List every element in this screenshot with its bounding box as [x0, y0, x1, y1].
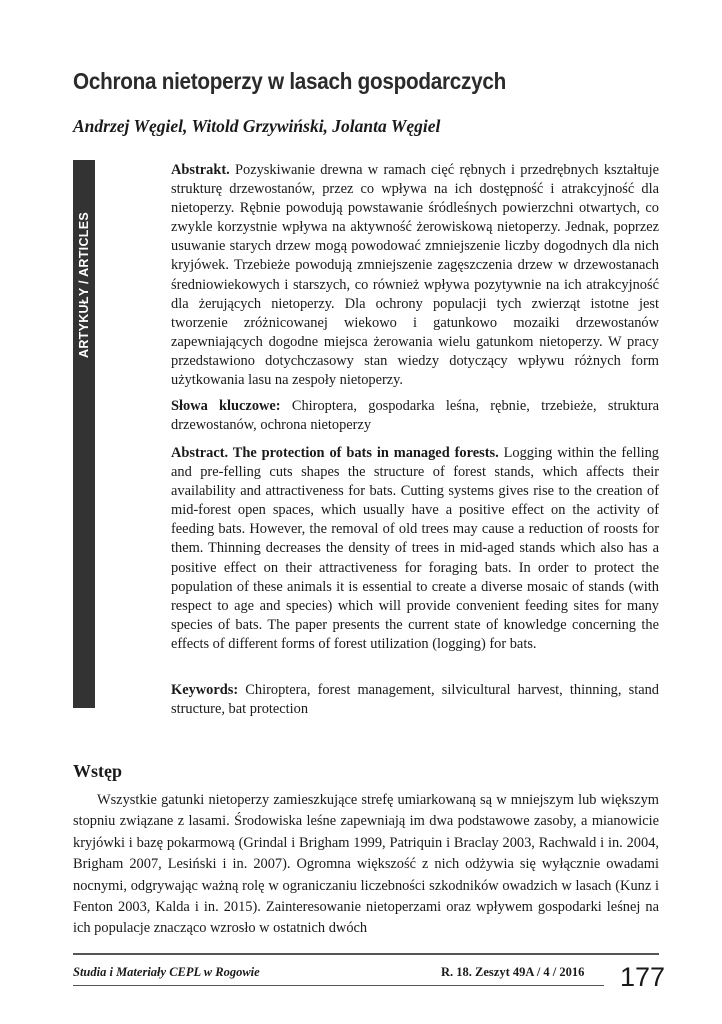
abstract-english	[171, 444, 659, 654]
page-number: 177	[620, 962, 666, 992]
abstract-english-text: Logging within the felling and pre-felling cuts shapes the structure of forest stands, which affects their availability and attractiveness for bats. Cutting systems gives rise to the creation of mid-forest open spaces, which usually have a positive effect on the activity of feeding bats. However, the removal of old trees may cause a reduction of roosts for them. Thinning decreases the density of trees in mid-aged stands which also has a positive effect on their attractiveness for foraging bats. In order to protect the population of these animals it is essential to create a diverse mosaic of stands (with respect to age and species) which will provide convenient feeding sites for many species of bats. The paper presents the current state of knowledge concerning the effects of different forms of forest utilization (logging) for bats.	[171, 445, 659, 652]
keywords-english	[171, 681, 659, 719]
abstract-polish-text: Pozyskiwanie drewna w ramach cięć rębnych i przedrębnych kształtuje strukturę drzewostanów, przez co wpływa na ich dostępność i atrakcyjność dla nietoperzy. Rębnie powodują powstawanie śródleśnych powierzchni otwartych, co zwykle korzystnie wpływa na aktywność żerowiskową nietoperzy. Jednak, poprzez usuwanie starych drzew mogą powodować zmniejszenie liczby dogodnych dla nich kryjówek. Trzebieże powodują zmniejszenie zagęszczenia drzew w drzewostanach średniowiekowych i starszych, co również wpływa pozytywnie na ich atrakcyjność dla żerujących nietoperzy. Dla ochrony populacji tych zwierząt istotne jest tworzenie zróżnicowanej wiekowo i gatunkowo mozaiki drzewostanów zapewniających dogodne miejsca żerowania wielu gatunkom nietoperzy. W pracy przedstawiono dotychczasowy stan wiedzy dotyczący wpływu różnych form użytkowania lasu na zespoły nietoperzy.	[171, 162, 659, 389]
keywords-english-label: Keywords:	[171, 682, 239, 698]
footer-divider-top	[73, 953, 659, 955]
introduction-paragraph: Wszystkie gatunki nietoperzy zamieszkujące strefę umiarkowaną są w mniejszym lub większym stopniu związane z lasami. Środowiska leśne zapewniają im dwa podstawowe zasoby, a mianowicie kryjówki i bazę pokarmową (Grindal i Brigham 1999, Patriquin i Braclay 2003, Rachwald i in. 2004, Brigham 2007, Lesiński i in. 2007). Ogromna większość z nich odżywia się wyłącznie owadami nocnymi, odgrywając ważną rolę w ograniczaniu liczebności szkodników owadzich w lasach (Kunz i Fenton 2003, Kalda i in. 2015). Zainteresowanie nietoperzami oraz wpływem gospodarki leśnej na ich populacje znacząco wzrosło w ostatnich dwóch	[73, 792, 659, 937]
footer-divider-bottom	[73, 985, 604, 986]
keywords-polish	[171, 397, 659, 435]
section-heading-introduction: Wstęp	[73, 761, 122, 781]
abstract-polish	[171, 161, 659, 390]
keywords-polish-text: Chiroptera, gospodarka leśna, rębnie, trzebieże, struktura drzewostanów, ochrona nietoperzy	[171, 398, 659, 434]
footer-journal-name: Studia i Materiały CEPL w Rogowie	[73, 965, 260, 979]
sidebar-label: ARTYKUŁY / ARTICLES	[77, 212, 91, 358]
abstract-polish-label: Abstrakt.	[171, 162, 230, 178]
keywords-english-text: Chiroptera, forest management, silvicultural harvest, thinning, stand structure, bat protection	[171, 682, 659, 718]
keywords-polish-label: Słowa kluczowe:	[171, 398, 281, 414]
footer-issue-info: R. 18. Zeszyt 49A / 4 / 2016	[441, 965, 585, 979]
article-title: Ochrona nietoperzy w lasach gospodarczych	[73, 68, 506, 94]
abstract-english-label: Abstract. The protection of bats in managed forests.	[171, 445, 499, 461]
article-authors: Andrzej Węgiel, Witold Grzywiński, Jolanta Węgiel	[73, 116, 441, 136]
